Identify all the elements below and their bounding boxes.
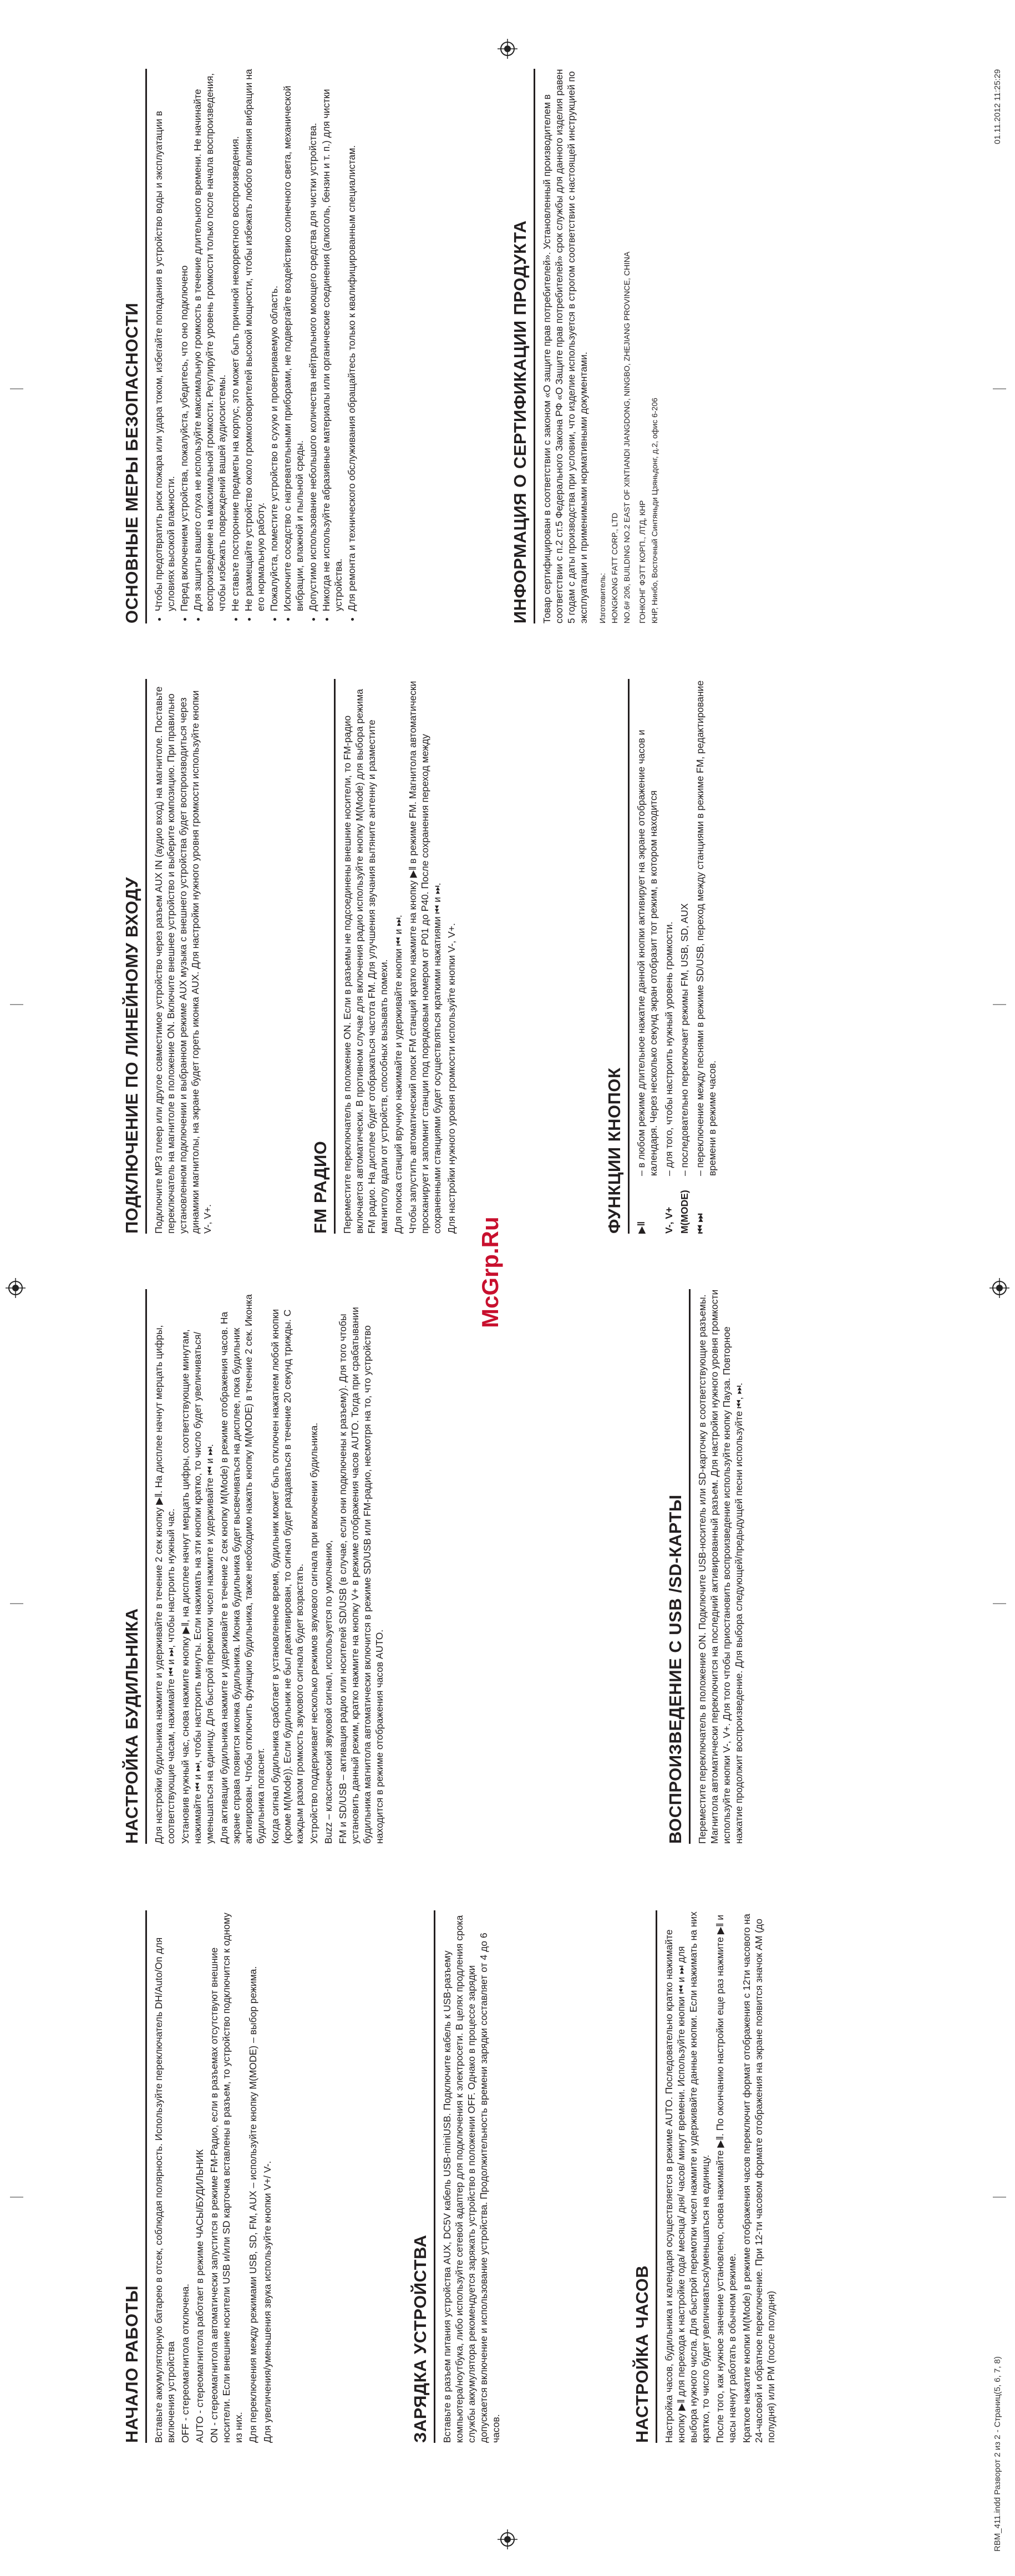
slug-file: RBM_411.indd Разворот 2 из 2 - Страниц(5, 6, 7, 8) [993,2356,1002,2552]
heading-charge: ЗАРЯДКА УСТРОЙСТВА [410,1910,435,2443]
section-fm [311,679,460,1234]
section-alarm [122,1289,388,1844]
function-row [694,679,718,1234]
paragraph: Установив нужный час, снова нажмите кнопку ▶‖, на дисплее начнут мерцать цифры, соответствующие минутам, нажимайте ⏮ и ⏭, чтобы настроить минуты. Если нажимать на эти кнопки кратко, то число будет увеличиваться/уменьшаться на единицу. Для быстрой перемотки чисел нажмите и удерживайте ⏮ и ⏭. [180,1329,215,1844]
section-clock [632,1910,779,2443]
function-text: – для того, чтобы настроить нужный уровень громкости. [663,921,674,1176]
paragraph: Краткое нажатие кнопки M(Mode) в режиме отображения часов переключит формат отображения с 12ти часового на 24-часовой и обратное переключение. При 12-ти часовом формате отображения на экране появится значок AM (до полудня) или PM (после полудня) [741,1914,777,2443]
heading-cert: ИНФОРМАЦИЯ О СЕРТИФИКАЦИИ ПРОДУКТА [510,69,535,623]
paragraph: Для активации будильника нажмите и удерживайте в течение 2 сек кнопку M(Mode) в режиме отображения часов. На экране справа появится иконка будильника. Иконка будильника будет высвечиваться на дисплее, пока будильник активирован. Чтобы отключить функцию будильника, также необходимо нажать кнопку M(MODE) в течение 2 сек. Иконка будильника погаснет. [219,1294,266,1844]
section-functions [605,679,722,1234]
section-usb [666,1289,747,1844]
function-text: – последовательно переключает режимы FM, USB, SD, AUX [679,903,690,1176]
paragraph: Переместите переключатель в положение ON. Подключите USB-носитель или SD-карточку в соответствующие разъемы. Магнитола автоматически переключится на последний активированный разъем. Для настройки нужного уровня громкости используйте кнопки V-, V+. Для того чтобы приостановить воспроизведение используйте кнопку Пауза. Повторное нажатие продолжит воспроизведение. Для выбора следующей/предыдущей песни используйте ⏮, ⏭. [697,1289,744,1844]
function-text: – переключение между песнями в режиме SD/USB, переход между станциями в режиме FM, редактирование времени в режиме часов. [694,680,718,1176]
paragraph: OFF - стереомагнитола отключена. [180,2284,191,2443]
manufacturer-label: Изготовитель: [598,573,607,623]
heading-alarm: НАСТРОЙКА БУДИЛЬНИКА [122,1289,147,1844]
section-aux [122,679,216,1234]
paragraph: Вставьте в разъем питания устройства AUX, DC5V кабель USB-miniUSB. Подключите кабель к USB-разъему компьютера/ноутбука, либо используйте сетевой адаптер для подключения к электросети. В целях продления срока службы аккумулятора рекомендуется заряжать устройство в положении OFF. Однако в процессе зарядки допускается включение и использование устройства. Продолжительность времени зарядки составляет от 4 до 6 часов. [441,1915,501,2443]
section-safety [122,69,359,623]
importer-address: КНР, Нинбо, Восточный Синтяньди Цзяньдонг, д.2, офис 6-206 [650,398,659,623]
paragraph: Для настройки нужного уровня громкости используйте кнопки V-, V+. [446,923,457,1234]
function-row [678,679,691,1234]
list-item: • Никогда не используйте абразивные материалы или органические соединения (алкоголь, бензин и т. п.) для чистки устройства. [320,69,344,611]
paragraph: Когда сигнал будильника сработает в установленное время, будильник может быть отключен нажатием любой кнопки (кроме M(Mode)). Если будильник не был деактивирован, то сигнал будет раздаваться в течение 20 секунд трижды. С каждым разом громкость звукового сигнала будет возрастать. [270,1309,305,1844]
function-key: ▶‖ [636,1221,647,1234]
watermark: McGrp.Ru [477,1216,503,1328]
paragraph: AUTO - стереомагнитола работает в режиме ЧАСЫ/БУДИЛЬНИК [194,2149,205,2443]
paragraph: Подключите MP3 плеер или другое совместимое устройство через разъем AUX IN (аудио вход) на магнитоле. Поставьте переключатель на магнитоле в положение ON. Включите внешнее устройство и выберите композицию. При правильно установленном подключении и выбранном режиме AUX музыка с внешнего устройства будет воспроизводиться через динамики магнитолы, на экране будет гореть иконка AUX. Для настройки нужного уровня громкости используйте кнопки V-, V+. [153,686,213,1234]
list-item: • Чтобы предотвратить риск пожара или удара током, избегайте попадания в устройство воды и эксплуатации в условиях высокой влажности. [153,69,177,611]
paragraph: Товар сертифицирован в соответствии с законом «О защите прав потребителей». Установленный производителем в соответствии с п.2 ст.5 Федерального Закона РФ «О Защите прав потребителей» срок службы для данного изделия равен 5 годам с даты производства при условии, что изделие используется в строгом соответствии с настоящей инструкцией по эксплуатации и применимыми нормативными документами. [541,69,589,623]
list-item: • Для защиты вашего слуха не используйте максимальную громкость в течение длительного времени. Не начинайте воспроизведение на максимальной громкости. Регулируйте уровень громкости только после начала воспроизведения, чтобы избежать повреждений вашей аудиосистемы. [191,69,228,611]
list-item: • Перед включением устройства, пожалуйста, убедитесь, что оно подключено [178,69,190,611]
paragraph: FM и SD/USB – активация радио или носителей SD/USB (в случае, если они подключены к разъему). Для того чтобы установить данный режим, кратко нажмите на кнопку V+ в режиме отображения часов AUTO. Тогда при срабатывании будильника магнитола автоматически включится в режиме SD/USB или FM-радио, несмотря на то, что устройство находится в режиме отображения часов AUTO. [337,1307,385,1844]
list-item: • Допустимо использование небольшого количества нейтрального моющего средства для чистки устройства. [307,69,319,611]
paragraph: Для увеличения/уменьшения звука используйте кнопки V+/ V-. [262,2161,273,2443]
paragraph: Для настройки будильника нажмите и удерживайте в течение 2 сек кнопку ▶‖. На дисплее начнут мерцать цифры, соответствующие часам, нажимайте ⏮ и ⏭, чтобы настроить нужный час. [153,1325,176,1844]
paragraph: Настройка часов, будильника и календаря осуществляется в режиме AUTO. Последовательно кратко нажимайте кнопку ▶‖ для перехода к настройке года/ месяца/ дня/ часов/ минут времени. Используйте кнопки ⏮ и ⏭ для выбора нужного числа. Для быстрой перемотки чисел нажмите и удерживайте данные кнопки. Если нажимать на них кратко, то число будет увеличиваться/уменьшаться на единицу. [663,1911,711,2443]
heading-aux: ПОДКЛЮЧЕНИЕ ПО ЛИНЕЙНОМУ ВХОДУ [122,679,147,1234]
heading-fm: FM РАДИО [311,679,336,1234]
list-item: • Пожалуйста, поместите устройство в сухую и проветриваемую область. [268,69,280,611]
manufacturer-name: HONGKONG FATT CORP., LTD [610,513,619,623]
heading-start: НАЧАЛО РАБОТЫ [122,1910,147,2443]
function-row [663,679,675,1234]
paragraph: Вставьте аккумуляторную батарею в отсек, соблюдая полярность. Используйте переключатель DH/Auto/On для включения устройства [153,1937,176,2443]
section-cert [510,69,662,623]
paragraph: Устройство поддерживает несколько режимов звукового сигнала при включении будильника. [308,1422,319,1844]
slug-timestamp: 01.11.2012 11:25:29 [993,69,1002,144]
importer-name: ГОНКОНГ ФЭТТ КОРП., ЛТД, КНР [638,500,647,623]
paragraph: Для поиска станций вручную нажимайте и удерживайте кнопки ⏮ и ⏭. [393,915,404,1234]
paragraph: ON - стереомагнитола автоматически запустится в режиме FM-Радио, если в разъемах отсутствуют внешние носители. Если внешние носители USB и/или SD карточка вставлены в разъем, то устройство подключится к одному из них. [209,1913,244,2443]
manufacturer-address: NO.6# 206, BUILDING NO.2 EAST OF XINTIANDI JIANGDONG, NINGBO, ZHEJIANG PROVINCE, CHINA [622,251,631,623]
heading-clock: НАСТРОЙКА ЧАСОВ [632,1910,657,2443]
function-key: M(MODE) [679,1190,690,1234]
list-item: • Не размещайте устройство около громкоговорителей высокой мощности, чтобы избежать любого влияния вибрации на его нормальную работу. [242,69,267,611]
paragraph: Buzz – классический звуковой сигнал, используется по умолчанию, [323,1540,334,1844]
paragraph: Для переключения между режимами USB, SD, FM, AUX – используйте кнопку M(MODE) – выбор режима. [247,1966,258,2443]
section-start [122,1910,276,2443]
paragraph: Чтобы запустить автоматический поиск FM станций кратко нажмите на кнопку ▶‖ в режиме FM. Магнитола автоматически просканирует и запомнит станции под порядковым номером от P01 до P40. После сохранения переход между сохраненными станциями будет осуществляться краткими нажатиями ⏮ и ⏭. [407,681,443,1234]
heading-usb: ВОСПРОИЗВЕДЕНИЕ С USB /SD-КАРТЫ [666,1289,691,1844]
section-charge [410,1910,504,2443]
safety-list [153,69,358,623]
function-key: V-, V+ [663,1206,674,1234]
heading-functions: ФУНКЦИИ КНОПОК [605,679,630,1234]
heading-safety: ОСНОВНЫЕ МЕРЫ БЕЗОПАСНОСТИ [122,69,147,623]
function-text: – в любом режиме длительное нажатие данной кнопки активирует на экране отображение часов и календаря. Через несколько секунд экран отобразит тот режим, в котором находится [636,729,659,1176]
list-item: • Для ремонта и технического обслуживания обращайтесь только к квалифицированным специалистам. [346,69,358,611]
function-row [635,679,659,1234]
function-key: ⏮ ⏭ [694,1213,706,1234]
paragraph: Переместите переключатель в положение ON. Если в разъемы не подсоединены внешние носители, то FM-радио включается автоматически. В противном случае для включения радио используйте кнопку M(Mode) для выбора режима FM радио. На дисплее будет отображаться частота FM. Для улучшения звучания вытяните антенну и разместите магнитолу вдали от устройств, способных вызывать помехи. [342,689,389,1234]
list-item: • Не ставьте посторонние предметы на корпус, это может быть причиной некорректного воспроизведения. [229,69,241,611]
paragraph: После того, как нужное значение установлено, снова нажимайте ▶‖. По окончанию настройки еще раз нажмите ▶‖ и часы начнут работать в обычном режиме. [714,1914,738,2443]
list-item: • Исключите соседство с нагревательными приборами, не подвергайте воздействию солнечного света, механической вибрации, влажной и пыльной среды. [281,69,306,611]
